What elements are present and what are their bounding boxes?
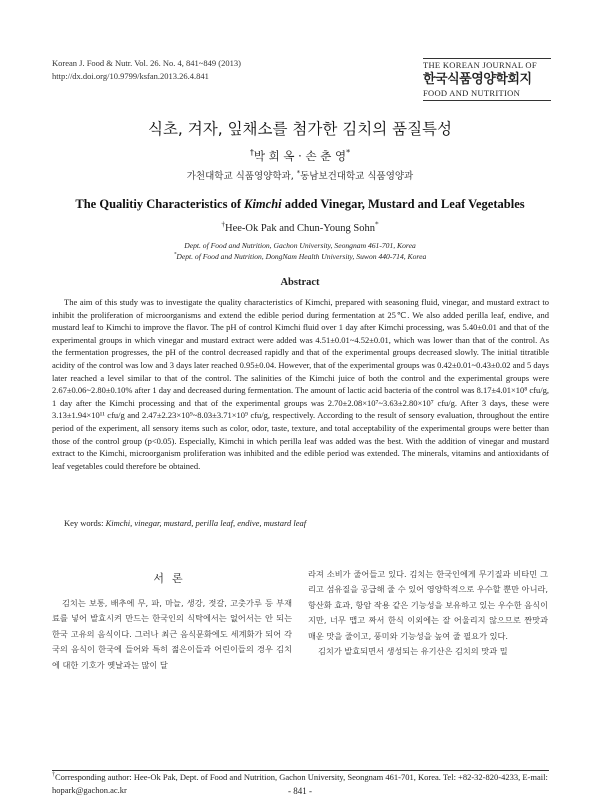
affiliation-mark-en: * bbox=[375, 219, 379, 229]
journal-name-en-1: THE KOREAN JOURNAL OF bbox=[423, 60, 537, 70]
journal-logo-box bbox=[423, 58, 551, 101]
doi-link[interactable]: http://dx.doi.org/10.9799/ksfan.2013.26.4.841 bbox=[52, 71, 209, 81]
author-names-ko: 박 희 옥 · 손 춘 영 bbox=[253, 149, 347, 163]
citation-line: Korean J. Food & Nutr. Vol. 26. No. 4, 841~849 (2013) bbox=[52, 58, 241, 68]
affiliation-en-mark: * bbox=[173, 251, 177, 258]
corresponding-mark: † bbox=[249, 148, 254, 158]
affiliation-en-2: Dept. of Food and Nutrition, DongNam Health University, Suwon 440-714, Korea bbox=[176, 252, 427, 261]
title-en-part-1: The Qualitiy Characteristics of bbox=[75, 197, 245, 211]
journal-citation bbox=[52, 57, 241, 83]
affiliation-ko-1: 가천대학교 식품영양학과, bbox=[186, 171, 297, 182]
body-right-column bbox=[308, 567, 548, 659]
author-names-en: Hee-Ok Pak and Chun-Young Sohn bbox=[224, 223, 375, 234]
right-paragraph-2: 김치가 발효되면서 생성되는 유기산은 김치의 맛과 밀 bbox=[318, 646, 508, 657]
authors-korean bbox=[0, 148, 600, 164]
footnote-text: Corresponding author: Hee-Ok Pak, Dept. of Food and Nutrition, Gachon University, Seongnam 461-701, Korea. Tel: +82-32-820-4233, E-mail: hopark@gachon.ac.kr bbox=[52, 772, 548, 795]
abstract-heading: Abstract bbox=[280, 277, 320, 288]
title-korean: 식초, 겨자, 잎채소를 첨가한 김치의 품질특성 bbox=[147, 120, 452, 138]
abstract-text: The aim of this study was to investigate the quality characteristics of Kimchi, prepared with seasoning fluid, vinegar, and mustard extract to inhibit the proliferation of microorganisms and extend the edible period during fermentation at 25℃. We also added perilla leaf, endive, and mustard leaf to Kimchi to improve the flavor. The pH of control Kimchi fluid over 1 day after Kimchi processing, was 5.40±0.01 and that of the experimental groups in which vinegar and mustard extract were added was 4.51±0.01~4.52±0.01, which was lower than that of the control. As the fermentation progresses, the pH of the control decreased rapidly and that of the experimental groups decreased slowly. The initial titratible acidity of the control was low and 3 days later reached 0.95±0.04. However, that of the experimental groups was 0.42±0.01~0.43±0.02 and 5 days later reached a level similar to that of the control. The salinities of the Kimchi juice of both the control and the experimental groups were 2.67±0.06~2.80±0.10% after 1 day and decreased during fermentation. The amount of lactic acid bacteria of the control was 8.17±4.01×10⁸ cfu/g, 1 day after the Kimchi processing and that of the experimental groups was 2.70±2.08×10⁷~3.63±2.80×10⁷ cfu/g. After 3 days, these were 3.13±1.94×10¹¹ cfu/g and 2.47±2.23×10⁹~8.03±3.71×10⁹ cfu/g, respectively. According to the result of sensory evaluation, throughout the entire period of the experiment, all sensory items such as color, odor, taste, texture, and total acceptability of the experimental groups were better than those of the control group (p<0.05). Especially, Kimchi in which perilla leaf was added was the best. With the addition of vinegar and mustard extract to the Kimchi, microorganism proliferation was inhibited and the edible period was extended. The minerals, vitamins and antioxidants of leaf vegetables could therefore be obtained. bbox=[52, 297, 549, 471]
journal-name-ko: 한국식품영양학회지 bbox=[423, 72, 532, 87]
corresponding-mark-en: † bbox=[221, 219, 225, 229]
section-heading-introduction: 서론 bbox=[153, 572, 191, 585]
keywords-label: Key words: bbox=[64, 518, 106, 528]
affiliation-korean bbox=[0, 168, 600, 182]
page-number: - 841 - bbox=[288, 786, 312, 796]
left-paragraph: 김치는 보통, 배추에 무, 파, 마늘, 생강, 젓갈, 고춧가루 등 부재료를 넣어 발효시켜 만드는 한국인의 식탁에서는 없어서는 안 되는 한국 고유의 음식이다. 그러나 최근 음식문화에도 세계화가 되어 각국의 음식이 한국에 들어와 특히 젊은이들과 어린이들의 경우 김치에 대한 기호가 옛날과는 많이 달 bbox=[52, 598, 292, 670]
affiliation-en-1: Dept. of Food and Nutrition, Gachon University, Seongnam 461-701, Korea bbox=[184, 241, 416, 250]
affiliation-mark: * bbox=[346, 148, 351, 158]
abstract-body bbox=[52, 296, 549, 472]
keywords-list: Kimchi, vinegar, mustard, perilla leaf, endive, mustard leaf bbox=[105, 518, 307, 528]
journal-name-en-2: FOOD AND NUTRITION bbox=[423, 88, 521, 98]
keywords bbox=[64, 518, 306, 528]
footnote-mark: † bbox=[52, 772, 55, 779]
affiliation-ko-2: 동남보건대학교 식품영양과 bbox=[300, 171, 414, 182]
authors-english bbox=[0, 219, 600, 234]
title-en-kimchi: Kimchi bbox=[244, 197, 282, 211]
title-en-part-2: added Vinegar, Mustard and Leaf Vegetables bbox=[281, 197, 525, 211]
affiliation-ko-mark: * bbox=[296, 168, 301, 177]
title-english bbox=[0, 197, 600, 212]
body-left-column bbox=[52, 596, 292, 673]
affiliation-english bbox=[0, 240, 600, 262]
right-paragraph-1: 라져 소비가 줄어들고 있다. 김치는 한국인에게 무기질과 비타민 그리고 섬유질을 공급해 줄 수 있어 영양학적으로 우수할 뿐만 아니라, 항산화 효과, 항암 작용 같은 기능성을 보유하고 있는 우수한 음식이지만, 너무 맵고 짜서 한식 이외에는 잘 어울리지 않으므로 짠맛과 매운 맛을 줄이고, 풍미와 기능성을 높여 줄 필요가 있다. bbox=[308, 569, 548, 641]
